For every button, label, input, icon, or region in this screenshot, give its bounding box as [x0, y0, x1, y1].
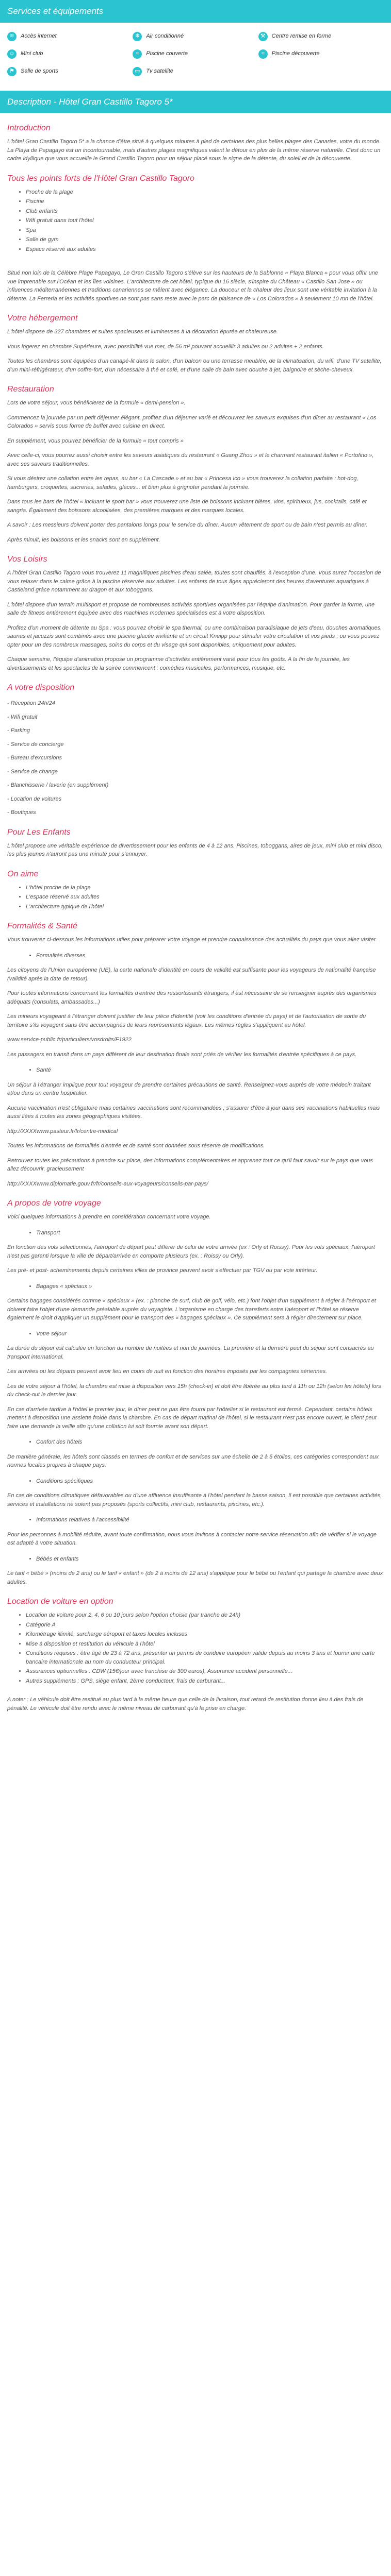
list-item: • Votre séjour	[36, 1330, 384, 1338]
restauration-text: A savoir : Les messieurs doivent porter des pantalons longs pour le service du dîner. Aucun vêtement de sport ou de bain n'est permis au dîner.	[7, 522, 368, 528]
restauration-text: Avec celle-ci, vous pourrez aussi choisir entre les saveurs asiatiques du restaurant « Guang Zhou » et le charmant restaurant italien « Portofino », avec ses saveurs traditionnelles.	[7, 452, 374, 467]
sante-text: Toutes les informations de formalités d'entrée et de santé sont données sous réserve de modifications.	[7, 1143, 265, 1149]
points-heading: Tous les points forts de l'Hôtel Gran Castillo Tagoro	[7, 174, 194, 183]
list-item: • Transport	[36, 1229, 384, 1238]
list-item: • Bagages « spéciaux »	[36, 1282, 384, 1291]
list-item: - Location de voitures	[7, 795, 62, 802]
restauration-text: Lors de votre séjour, vous bénéficierez de la formule « demi-pension ».	[7, 400, 186, 406]
list-item: - Réception 24h/24	[7, 700, 55, 706]
service-item	[258, 32, 384, 41]
list-item: • Confort des hôtels	[36, 1438, 384, 1447]
hebergement-text: Toutes les chambres sont équipées d'un canapé-lit dans le salon, d'un balcon ou une terrasse meublée, de la climatisation, du wifi, d'une TV satellite, d'un mini-réfrigérateur, d'un coffre-fort, d'un nécessaire à thé et café, et d'une salle de bain avec douche à jet, baignoire et sèche-cheveux.	[7, 358, 382, 373]
list-item: • Formalités diverses	[36, 952, 384, 960]
infos-text: Pour les personnes à mobilité réduite, avant toute confirmation, nous vous invitons à contacter notre service réservation afin de vérifier si le voyage est adapté à votre situation.	[7, 1531, 377, 1546]
description-header: Description - Hôtel Gran Castillo Tagoro 5*	[0, 91, 391, 113]
list-item: - Blanchisserie / laverie (en supplément)	[7, 782, 109, 788]
restauration-text: En supplément, vous pourrez bénéficier de la formule « tout compris »	[7, 437, 184, 444]
points-list	[7, 188, 384, 254]
loisirs-text: Chaque semaine, l'équipe d'animation propose un programme d'activités entièrement varié pour tous les goûts. A la fin de la journée, les divertissements et les spectacles de la soirée commencent : comédies musicales, performances, musique, etc.	[7, 656, 350, 671]
enfants-text: L'hôtel propose une véritable expérience de divertissement pour les enfants de 4 à 12 ans. Piscines, toboggans, aires de jeux, mini club et mini disco, les plus jeunes n'auront pas une minute pour s'ennuyer.	[7, 842, 383, 857]
list-item: • Informations relatives à l'accessibilité	[36, 1516, 384, 1524]
list-item: • Espace réservé aux adultes	[26, 245, 384, 254]
list-item: - Service de change	[7, 768, 58, 775]
restauration-text: Après minuit, les boissons et les snacks sont en supplément.	[7, 536, 160, 543]
confort-list	[7, 1438, 384, 1447]
sante-link[interactable]: http://XXXXwww.pasteur.fr/fr/centre-medical	[7, 1128, 118, 1134]
service-label: Mini club	[21, 50, 43, 57]
list-item: - Wifi gratuit	[7, 714, 38, 720]
transport-text: Les pré- et post- acheminements depuis certaines villes de province peuvent avoir s'effectuer par TGV ou par voie intérieur.	[7, 1267, 318, 1274]
location-note: A noter : Le véhicule doit être restitué au plus tard à la même heure que celle de la livraison, tout retard de restitution donne lieu à des frais de pénalité. Le véhicule doit être rendu avec le même niveau de carburant qu'à la prise en charge.	[7, 1697, 364, 1711]
list-item: • L'hôtel proche de la plage	[26, 884, 384, 892]
sante-text: Aucune vaccination n'est obligatoire mais certaines vaccinations sont recommandées ; s'assurer d'être à jour dans ses vaccinations habituelles mais aussi liées à toutes les zones géographiques visitées.	[7, 1105, 380, 1120]
confort-text: De manière générale, les hôtels sont classés en termes de confort et de services sur une échelle de 2 à 5 étoiles, ces catégories correspondent aux normes locales propres à chaque pays.	[7, 1453, 379, 1468]
service-label: Centre remise en forme	[271, 33, 332, 40]
list-item: • Autres suppléments : GPS, siège enfant, 2ème conducteur, frais de carburant...	[26, 1677, 384, 1686]
tv-icon: ▭	[133, 67, 142, 76]
list-item: • Club enfants	[26, 207, 384, 216]
list-item: • Catégorie A	[26, 1621, 384, 1630]
child-icon: ☺	[7, 49, 17, 59]
list-item: • L'architecture typique de l'hôtel	[26, 903, 384, 911]
service-label: Piscine couverte	[146, 50, 188, 57]
snowflake-icon: ❄	[133, 32, 142, 41]
list-item: - Service de concierge	[7, 741, 64, 748]
situation-text: Situé non loin de la Célèbre Plage Papagayo, Le Gran Castillo Tagoro s'élève sur les hauteurs de la Sablonne « Playa Blanca » pour vous offrir une vue imprenable sur l'Océan et les îles voisines. L'architecture de cet hôtel, typique du 16 siècle, s'inspire du Château « Castillo San Jose » ou influences méditerranéennes et traditions canariennes se mêlent avec élégance. La douceur et la chaleur des lieux sont une véritable invitation à la détente. La Ferreria et les activités sportives ne sont pas sans reste avec le parc de plaisance de « Los Colorados » à seulement 10 mn de l'hôtel.	[7, 270, 378, 302]
enfants-heading: Pour Les Enfants	[7, 827, 71, 837]
service-item	[133, 67, 258, 76]
sante-list	[7, 1066, 384, 1075]
sejour-text: En cas d'arrivée tardive à l'hôtel le premier jour, le dîner peut ne pas être fourni par l'hôtelier si le restaurant est fermé. Cependant, certains hôtels mettent à disposition une assiette froide dans la chambre. En cas de départ matinal de l'hôtel, si le restaurant n'est pas encore ouvert, le client peut faire une demande la veille afin qu'une collation lui soit fournie avant son départ.	[7, 1406, 377, 1430]
formalites-text: Pour toutes informations concernant les formalités d'entrée des ressortissants étrangers, il est nécessaire de se renseigner auprès des organismes adéquats (consulats, ambassades...)	[7, 990, 377, 1005]
list-item: • Piscine	[26, 197, 384, 206]
formalites-text: Les citoyens de l'Union européenne (UE), la carte nationale d'identité en cours de validité est suffisante pour les voyageurs de nationalité française (validité après la date de retour).	[7, 967, 376, 982]
hebergement-heading: Votre hébergement	[7, 314, 78, 323]
loisirs-text: Profitez d'un moment de détente au Spa : vous pourrez choisir le spa thermal, ou une combinaison paradisiaque de jets d'eau, douches aromatiques, saunas et jacuzzis sont combinés avec une piscine glacée vivifiante et un circuit Kneipp pour stimuler votre circulation et vos pieds ; ou vous pouvez opter pour un des nombreux massages, soins du corps et du visage qui sont disponibles, uniquement pour adultes.	[7, 624, 382, 648]
hebergement-text: Vous logerez en chambre Supérieure, avec possibilité vue mer, de 56 m² pouvant accueillir 3 adultes ou 2 adultes + 2 enfants.	[7, 343, 324, 350]
list-item: • Conditions spécifiques	[36, 1477, 384, 1486]
aime-list	[7, 884, 384, 911]
list-item: • Spa	[26, 226, 384, 235]
services-grid	[0, 23, 391, 81]
sejour-text: La durée du séjour est calculée en fonction du nombre de nuitées et non de journées. La première et la dernière peut du séjour sont consacrés au transport international.	[7, 1345, 374, 1360]
restauration-text: Dans tous les bars de l'hôtel « incluant le sport bar » vous trouverez une liste de boissons incluant bières, vins, spiritueux, jus, cocktails, café et sangria. Également des boissons alcoolisées, des premières marques et des marques locales.	[7, 499, 367, 514]
transport-list	[7, 1229, 384, 1238]
formalites-link[interactable]: www.service-public.fr/particuliers/vosdroits/F1922	[7, 1037, 132, 1043]
list-item: • Assurances optionnelles : CDW (15€/jour avec franchise de 300 euros), Assurance accident personnelle...	[26, 1667, 384, 1676]
intro-heading: Introduction	[7, 124, 51, 132]
conditions-list	[7, 1477, 384, 1486]
infos-list	[7, 1516, 384, 1524]
loisirs-text: A l'hôtel Gran Castillo Tagoro vous trouverez 11 magnifiques piscines d'eau salée, toutes sont chauffés, à l'exception d'une. Vous aurez l'occasion de vous relaxer dans le calme grâce à la piscine réservée aux adultes. Les enfants de tous âges apprécieront des heures d'aventures aquatiques à Castleland grâce notamment au dragon et aux toboggans.	[7, 570, 381, 593]
list-item: • Bébés et enfants	[36, 1555, 384, 1564]
service-label: Accès internet	[21, 33, 57, 40]
sports-icon: ⚑	[7, 67, 17, 76]
conditions-text: En cas de conditions climatiques défavorables ou d'une affluence insuffisante à l'hôtel pendant la basse saison, il est possible que certaines activités, services et installations ne soient pas proposés (sports collectifs, mini club, restaurants, piscines, etc.).	[7, 1493, 382, 1507]
formalites-heading: Formalités & Santé	[7, 922, 78, 930]
list-item: • Wifi gratuit dans tout l'hôtel	[26, 216, 384, 225]
aime-heading: On aime	[7, 869, 39, 878]
list-item: • Santé	[36, 1066, 384, 1075]
sejour-list	[7, 1330, 384, 1338]
service-item	[7, 67, 133, 76]
apropos-heading: A propos de votre voyage	[7, 1199, 101, 1208]
list-item: - Boutiques	[7, 809, 36, 816]
bagages-text: Certains bagages considérés comme « spéciaux » (ex. : planche de surf, club de golf, vélo, etc.) font l'objet d'un supplément à régler à l'aéroport et doivent faire l'objet d'une demande préalable auprès du voyagiste. L'organisme en charge des transferts entre l'aéroport et l'hôtel se réserve également le droit d'appliquer un supplément pour le transport des « bagages spéciaux ». Ce supplément sera à régler directement sur place.	[7, 1298, 376, 1321]
list-item: • Conditions requises : être âgé de 23 à 72 ans, présenter un permis de conduire européen valide depuis au moins 3 ans et fournir une carte bancaire internationale au nom du conducteur principal.	[26, 1649, 384, 1666]
service-item	[133, 49, 258, 59]
sante-link[interactable]: http://XXXXwww.diplomatie.gouv.fr/fr/conseils-aux-voyageurs/conseils-par-pays/	[7, 1180, 208, 1187]
service-label: Air conditionné	[146, 33, 184, 40]
hebergement-text: L'hôtel dispose de 327 chambres et suites spacieuses et lumineuses à la décoration épurée et chaleureuse.	[7, 329, 278, 335]
location-list	[7, 1611, 384, 1685]
restauration-text: Commencez la journée par un petit déjeuner élégant, profitez d'un déjeuner varié et découvrez les saveurs exquises d'un dîner au restaurant « Los Colorados » servis sous forme de buffet avec cuisine en direct.	[7, 414, 377, 429]
wifi-icon: ≋	[7, 32, 17, 41]
loisirs-heading: Vos Loisirs	[7, 555, 47, 564]
sante-text: Un séjour à l'étranger implique pour tout voyageur de prendre certaines précautions de santé. Renseignez-vous auprès de votre médecin traitant et/ou dans un centre hospitalier.	[7, 1081, 371, 1096]
swimmer-icon: ≈	[258, 49, 268, 59]
location-heading: Location de voiture en option	[7, 1597, 113, 1606]
intro-text: L'hôtel Gran Castillo Tagoro 5* a la chance d'être situé à quelques minutes à pied de certaines des plus belles plages des Canaries, votre du monde. La Playa de Papagayo est un incontournable, mais d'autres plages magnifiques valent le détour en plus de la même réserve naturelle. C'est donc un cadre idyllique que vous accueille le Grand Castillo Tagoro pour un séjour placé sous le signe de la détente, du soleil et de la découverte.	[7, 139, 381, 162]
service-label: Tv satellite	[146, 68, 173, 75]
list-item: • Kilométrage illimité, surcharge aéroport et taxes locales incluses	[26, 1630, 384, 1639]
apropos-text: Voici quelques informations à prendre en considération concernant votre voyage.	[7, 1214, 211, 1220]
restauration-text: Si vous désirez une collation entre les repas, au bar « La Cascade » et au bar « Princesa Ico » vous trouverez la collation parfaite : hot-dog, hamburgers, croquettes, sucreries, salades, glaces... et bien plus à grignoter pendant la journée.	[7, 476, 359, 490]
list-item: - Bureau d'excursions	[7, 755, 62, 761]
service-item	[258, 49, 384, 59]
sante-text: Retrouvez toutes les précautions à prendre sur place, des informations complémentaires et apprenez tout ce qu'il faut savoir sur le pays que vous allez découvrir, gracieusement	[7, 1157, 373, 1172]
service-item	[133, 32, 258, 41]
service-label: Piscine découverte	[271, 50, 320, 57]
formalites-text: Vous trouverez ci-dessous les informations utiles pour préparer votre voyage et prendre connaissance des actualités du pays que vous allez visiter.	[7, 937, 378, 943]
loisirs-text: L'hôtel dispose d'un terrain multisport et propose de nombreuses activités sportives organisées par l'équipe d'animation. Pour garder la forme, une salle de fitness entièrement équipée avec des machines modernes spécialisées est à votre disposition.	[7, 601, 375, 616]
list-item: • Salle de gym	[26, 235, 384, 244]
list-item: • Mise à disposition et restitution du véhicule à l'hôtel	[26, 1640, 384, 1649]
bebes-list	[7, 1555, 384, 1564]
service-item	[7, 32, 133, 41]
sejour-text: Les arrivées ou les départs peuvent avoir lieu en cours de nuit en fonction des horaires imposés par les compagnies aériennes.	[7, 1368, 328, 1375]
list-item: • Location de voiture pour 2, 4, 6 ou 10 jours selon l'option choisie (par tranche de 24h)	[26, 1611, 384, 1620]
service-label: Salle de sports	[21, 68, 58, 75]
description-content	[0, 122, 391, 1713]
list-item: - Parking	[7, 727, 30, 734]
bagages-list	[7, 1282, 384, 1291]
dumbbell-icon: ⚒	[258, 32, 268, 41]
services-header: Services et équipements	[0, 0, 391, 23]
service-item	[7, 49, 133, 59]
pool-icon: ≈	[133, 49, 142, 59]
restauration-heading: Restauration	[7, 385, 54, 394]
formalites-text: Les passagers en transit dans un pays différent de leur destination finale sont priés de vérifier les formalités d'entrée spécifiques à ce pays.	[7, 1051, 357, 1058]
disposition-heading: A votre disposition	[7, 683, 75, 692]
bebes-text: Le tarif « bébé » (moins de 2 ans) ou le tarif « enfant » (de 2 à moins de 12 ans) s'applique pour le bébé ou l'enfant qui partage la chambre avec deux adultes.	[7, 1570, 383, 1585]
list-item: • L'espace réservé aux adultes	[26, 893, 384, 902]
sejour-text: Les de votre séjour à l'hôtel, la chambre est mise à disposition vers 15h (check-in) et doit être libérée au plus tard à 11h ou 12h (selon les hôtels) lors du check-out le dernier jour.	[7, 1383, 381, 1398]
transport-text: En fonction des vols sélectionnés, l'aéroport de départ peut différer de celui de votre arrivée (ex : Orly et Roissy). Pour les vols spéciaux, l'aéroport n'est pas garanti lorsque la ville de départ/arrivée en comporte plusieurs (ex. : Roissy ou Orly).	[7, 1244, 375, 1259]
disposition-list	[7, 699, 384, 817]
formalites-list	[7, 952, 384, 960]
formalites-text: Les mineurs voyageant à l'étranger doivent justifier de leur pièce d'identité (voir les conditions d'entrée du pays) et de l'autorisation de sortie du territoire s'ils voyagent sans être accompagnés de leurs représentants légaux. Les mêmes règles s'appliquent au hôtel.	[7, 1013, 366, 1028]
list-item: • Proche de la plage	[26, 188, 384, 197]
